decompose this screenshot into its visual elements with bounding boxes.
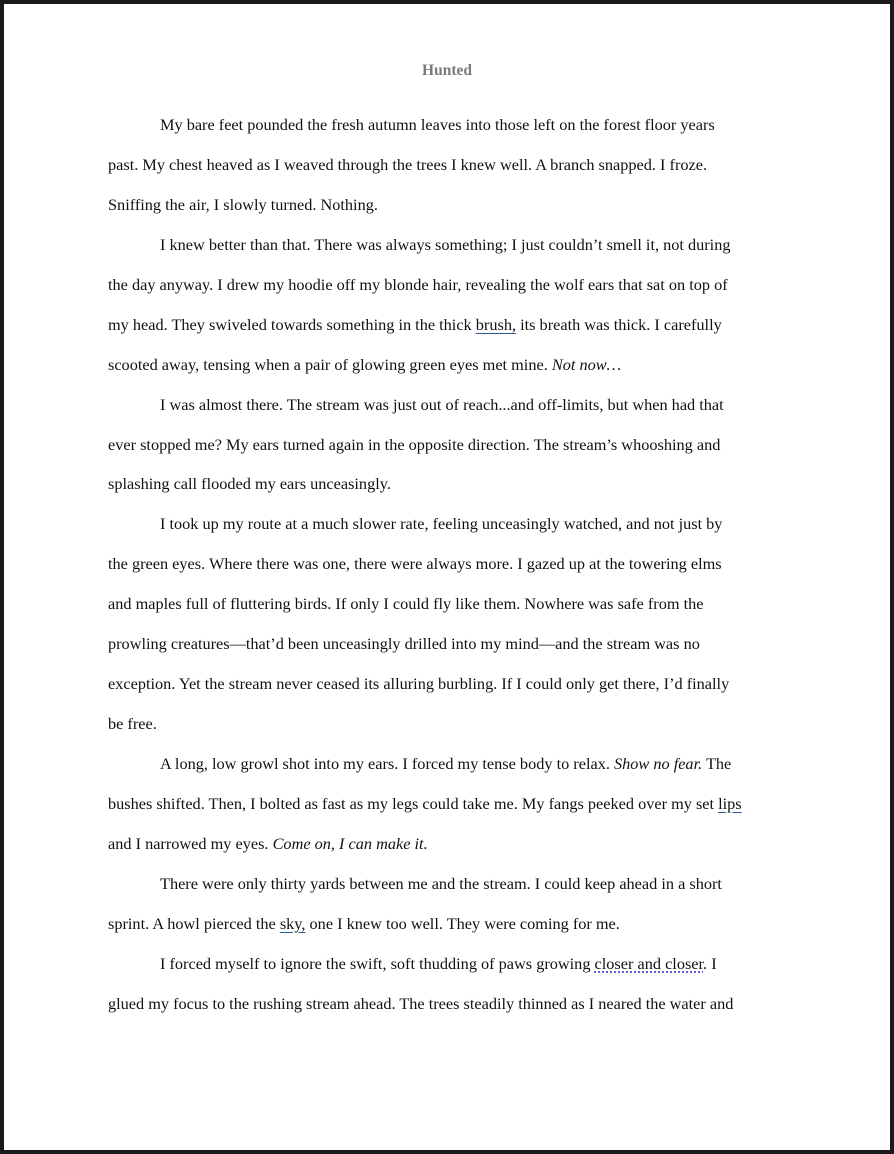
text-run: its breath was thick. I carefully [516,314,722,334]
text-line [108,544,798,584]
text-line [108,185,798,225]
text-run: and I narrowed my eyes. [108,833,273,853]
text-run: My bare feet pounded the fresh autumn leaves into those left on the forest floor years [160,115,715,134]
text-line [108,824,798,864]
grammar-flagged-text: sky, [279,913,306,933]
text-line [108,704,798,744]
text-run: bushes shifted. Then, I bolted as fast as my legs could take me. My fangs peeked over my set [108,793,719,813]
italic-text: Come on, I can make it. [272,833,428,853]
text-run: and maples full of fluttering birds. If only I could fly like them. Nowhere was safe from the [108,594,704,614]
grammar-flagged-text: lips [718,793,742,813]
text-line [108,984,798,1024]
text-line [108,784,798,824]
text-run: sprint. A howl pierced the [108,913,280,933]
text-run: I forced myself to ignore the swift, soft thudding of paws growing [160,953,595,973]
text-line [108,744,798,784]
story-body [108,105,798,1024]
text-line [108,664,798,704]
text-line [108,624,798,664]
text-run: I knew better than that. There was always something; I just couldn’t smell it, not during [160,234,731,254]
text-run: the day anyway. I drew my hoodie off my blonde hair, revealing the wolf ears that sat on top of [108,274,728,294]
text-run: glued my focus to the rushing stream ahead. The trees steadily thinned as I neared the water and [108,993,734,1013]
text-line [108,265,798,305]
text-run: Sniffing the air, I slowly turned. Nothing. [108,194,378,214]
italic-text: Show no fear. [613,754,703,773]
text-line [108,225,798,265]
text-line [108,864,798,904]
text-run: splashing call flooded my ears unceasingly. [108,474,391,494]
text-run: There were only thirty yards between me and the stream. I could keep ahead in a short [160,873,722,893]
text-run: scooted away, tensing when a pair of glowing green eyes met mine. [108,354,552,374]
text-run: exception. Yet the stream never ceased its alluring burbling. If I could only get there, I’d finally [108,674,730,694]
text-line [108,305,798,345]
text-line [108,145,798,185]
text-line [108,464,798,504]
text-run: A long, low growl shot into my ears. I forced my tense body to relax. [160,754,614,773]
text-line [108,584,798,624]
text-line [108,105,798,145]
text-run: the green eyes. Where there was one, there were always more. I gazed up at the towering elms [108,554,722,574]
grammar-flagged-text: brush, [475,314,517,334]
text-line [108,345,798,385]
italic-text: Not now… [551,354,622,374]
text-run: ever stopped me? My ears turned again in the opposite direction. The stream’s whooshing and [108,434,721,454]
text-run: be free. [108,714,157,734]
text-run: The [702,754,732,773]
text-run: prowling creatures—that’d been unceasingly drilled into my mind—and the stream was no [108,634,700,654]
text-line [108,504,798,544]
style-flagged-text: closer and closer [594,953,704,973]
text-run: . I [703,953,717,973]
text-line [108,904,798,944]
text-run: one I knew too well. They were coming for me. [305,913,620,933]
text-run: I took up my route at a much slower rate, feeling unceasingly watched, and not just by [160,514,723,534]
text-run: my head. They swiveled towards something in the thick [108,314,476,334]
text-run: past. My chest heaved as I weaved through the trees I knew well. A branch snapped. I froze. [108,154,708,174]
text-line [108,385,798,425]
text-line [108,944,798,984]
text-run: I was almost there. The stream was just out of reach...and off-limits, but when had that [160,394,724,414]
document-title: Hunted [422,62,472,79]
text-line [108,425,798,465]
